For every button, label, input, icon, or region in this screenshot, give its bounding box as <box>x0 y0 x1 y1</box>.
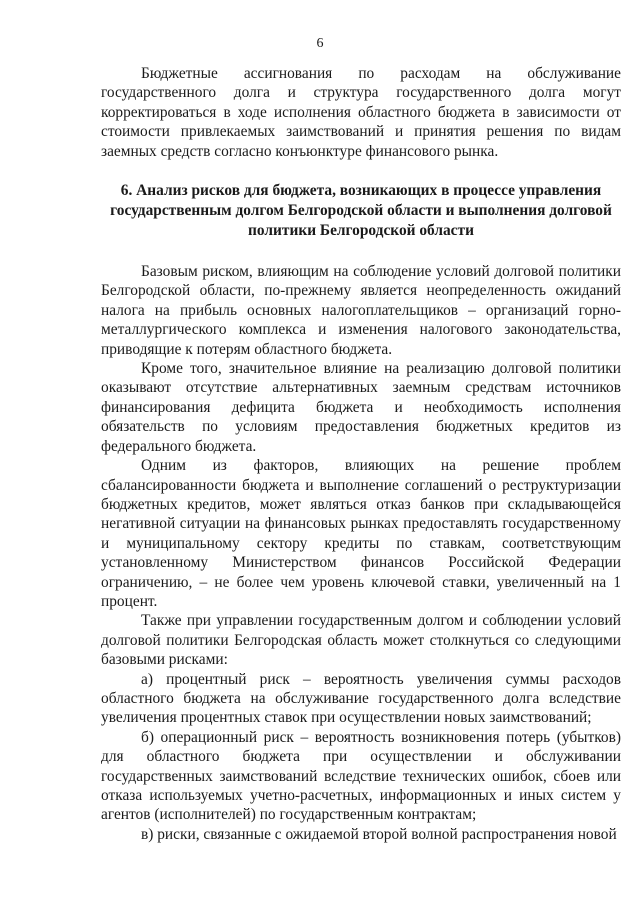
paragraph-balance-factors: Одним из факторов, влияющих на решение проблем сбалансированности бюджета и выполнение соглашений о реструктуризации бюджетных кредитов, может являться отказ банков при складывающейся негативной ситуации на финансовых рынках предоставлять государственному и муниципальному сектору кредиты по ставкам, соответствующим установленному Министерством финансов Российской Федерации ограничению, – не более чем уровень ключевой ставки, увеличенный на 1 процент. <box>101 457 621 610</box>
paragraph-budget-allocations: Бюджетные ассигнования по расходам на обслуживание государственного долга и структура государственного долга могут корректироваться в ходе исполнения областного бюджета в зависимости от стоимости привлекаемых заимствований и принятия решения по видам заемных средств согласно конъюнктуре финансового рынка. <box>101 65 621 160</box>
document-body <box>101 64 621 844</box>
paragraph-base-risks-intro: Также при управлении государственным долгом и соблюдении условий долговой политики Белгородская область может столкнуться со следующими базовыми рисками: <box>101 612 621 669</box>
list-item-operational-risk: б) операционный риск – вероятность возникновения потерь (убытков) для областного бюджета при осуществлении и обслуживании государственных заимствований вследствие технических ошибок, сбоев или отказа используемых учетно-расчетных, информационных и иных систем у агентов (исполнителей) по государственным контрактам; <box>101 728 621 824</box>
list-item-second-wave-risk: в) риски, связанные с ожидаемой второй волной распространения новой <box>141 825 617 843</box>
list-item-interest-risk: а) процентный риск – вероятность увеличения суммы расходов областного бюджета на обслуживание государственного долга вследствие увеличения процентных ставок при осуществлении новых заимствований; <box>101 670 621 727</box>
page-number: 6 <box>316 36 324 51</box>
section-heading: 6. Анализ рисков для бюджета, возникающих в процессе управления государственным долгом Белгородской области и выполнения долговой политики Белгородской области <box>110 182 612 240</box>
paragraph-additional-influence: Кроме того, значительное влияние на реализацию долговой политики оказывают отсутствие альтернативных заемным средствам источников финансирования дефицита бюджета и необходимость исполнения обязательств по условиям предоставления бюджетных кредитов из федерального бюджета. <box>101 360 621 455</box>
paragraph-base-risk: Базовым риском, влияющим на соблюдение условий долговой политики Белгородской области, по-прежнему является неопределенность ожиданий налога на прибыль основных налогоплательщиков – организаций горно-металлургического комплекса и изменения налогового законодательства, приводящие к потерям областного бюджета. <box>101 263 621 358</box>
